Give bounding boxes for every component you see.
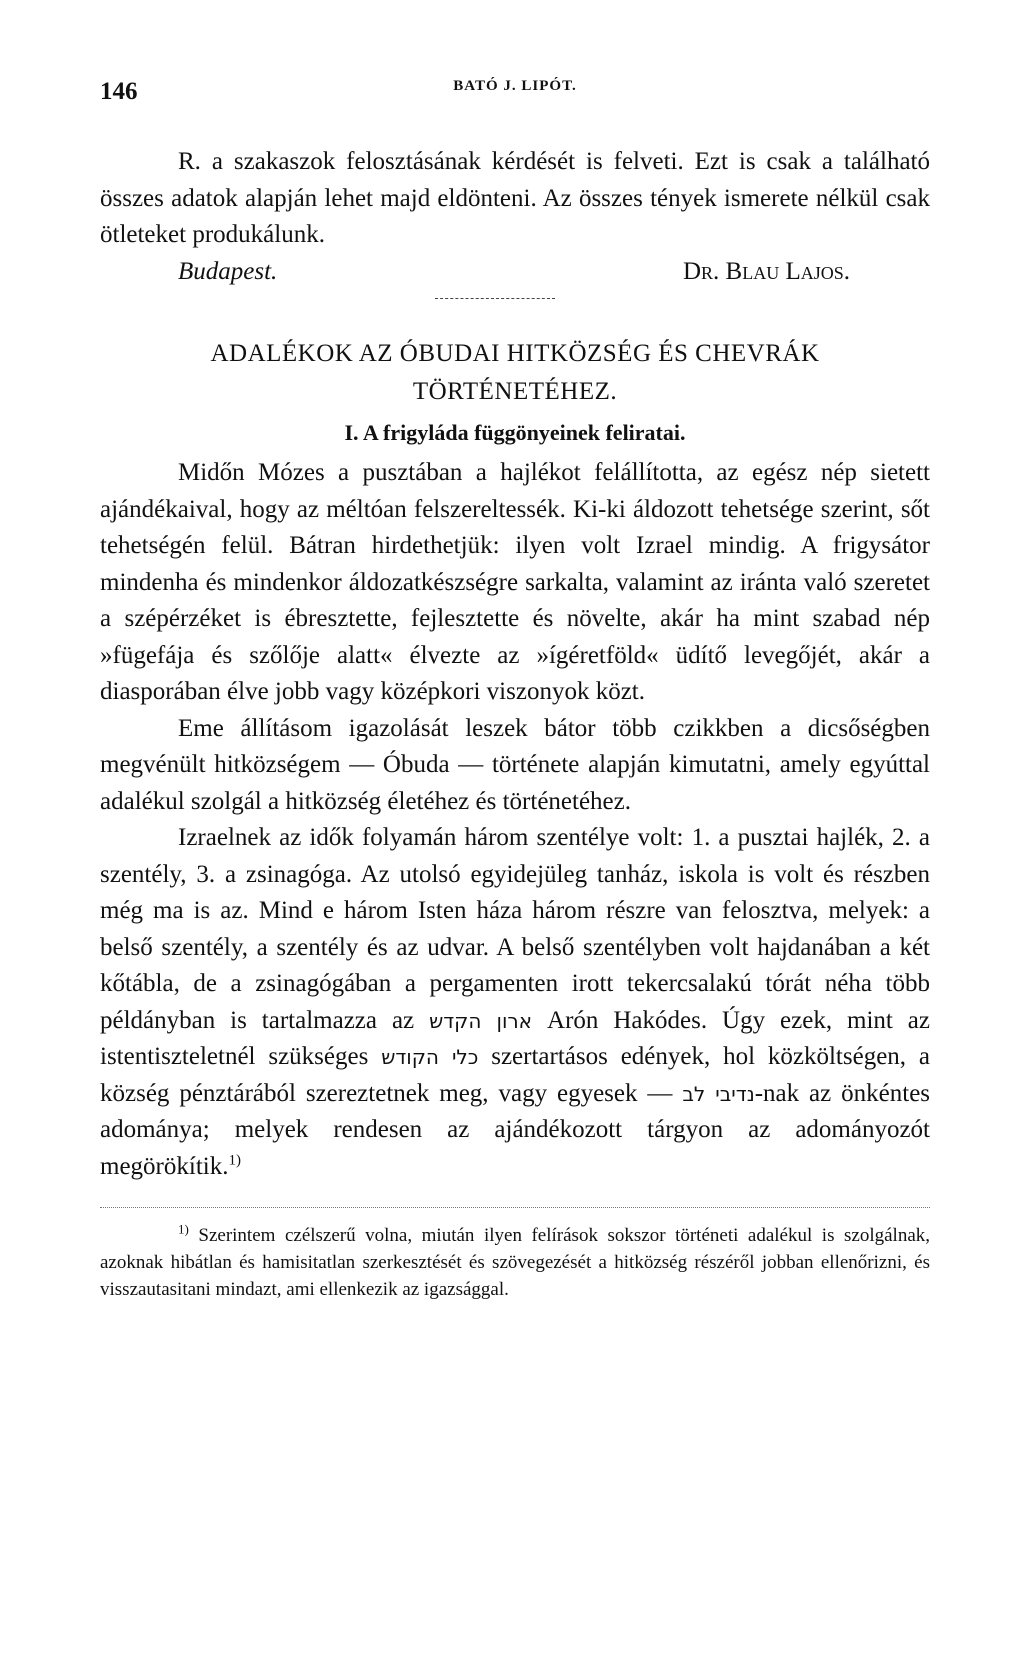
footnote <box>100 1222 930 1303</box>
signature-row <box>100 254 930 291</box>
article-separator <box>435 298 555 299</box>
section-heading: I. A frigyláda függönyeinek feliratai. <box>344 420 686 445</box>
paragraph-3-text-b: Arón Hakódes. Úgy ezek, mint az istentiszteletnél szükséges <box>100 1006 930 1070</box>
paragraph-3-text-a: Izraelnek az idők folyamán három szentélye volt: 1. a pusztai hajlék, 2. a szentély, 3. a zsinagóga. Az utolsó egyidejüleg tanház, iskola is volt és részben még ma is az. Mind e három Isten háza három részre van felosztva, melyek: a belső szentély, a szentély és az udvar. A belső szentélyben volt hajdanában a két kőtábla, de a zsinagógában a pergamenten irott tekercsalakú tórát néha több példányban is tartalmazza az <box>100 824 930 1034</box>
previous-article-closing-paragraph: R. a szakaszok felosztásának kérdését is felveti. Ezt is csak a található összes adatok alapján lehet majd eldönteni. Az összes tények ismerete nélkül csak ötleteket produkálunk. <box>100 148 930 248</box>
book-page <box>100 78 930 1303</box>
footnote-text: Szerintem czélszerű volna, miután ilyen felírások sokszor történeti adalékul is szolgálnak, azoknak hibátlan és hamisitatlan szerkesztését és szövegezését a hitközség részéről jobban ellenőrizni, és visszautasitani mindazt, ami ellenkezik az igazsággal. <box>100 1225 931 1300</box>
paragraph-3-text-c: szertartásos edények, hol közköltségen, a község pénztárából szereztetnek meg, vagy egyesek — <box>100 1043 931 1107</box>
footnote-separator <box>100 1207 930 1208</box>
hebrew-klei-hakodes: כלי הקודש <box>381 1045 479 1069</box>
signature-name: Dr. Blau Lajos. <box>682 257 850 285</box>
page-number: 146 <box>100 78 138 105</box>
body-paragraph-3 <box>100 820 930 1185</box>
body-paragraph-1: Midőn Mózes a pusztában a hajlékot felállította, az egész nép sietett ajándékaival, hogy az méltóan felszereltessék. Ki-ki áldozott tehetsége szerint, sőt tehetségén felül. Bátran hirdethetjük: ilyen volt Izrael mindig. A frigysátor mindenha és mindenkor áldozatkészségre sarkalta, valamint az iránta való szeretet a szépérzéket is ébresztette, fejlesztette és növelte, akár ha mint szabad nép »fügefája és szőlője alatt« élvezte az »ígéretföld« üdítő levegőjét, akár a diasporában élve jobb vagy középkori viszonyok közt. <box>100 459 930 705</box>
article-title-line-2: TÖRTÉNETÉHEZ. <box>412 378 618 405</box>
article-title <box>100 335 930 411</box>
body-paragraph-2: Eme állításom igazolását leszek bátor több czikkben a dicsőségben megvénült hitközségem — Óbuda — története alapján kimutatni, amely egyúttal adalékul szolgál a hitközség életéhez és történetéhez. <box>100 714 930 815</box>
hebrew-nedivei-lev: נדיבי לב <box>682 1081 755 1106</box>
signature-place: Budapest. <box>178 257 278 285</box>
footnote-reference[interactable]: 1) <box>228 1152 241 1169</box>
article-title-line-1: ADALÉKOK AZ ÓBUDAI HITKÖZSÉG ÉS CHEVRÁK <box>210 340 820 367</box>
paragraph-3-text-d: -nak az önkéntes adománya; melyek rendesen az ajándékozott tárgyon az adományozót megörökítik. <box>100 1079 931 1180</box>
running-head <box>100 78 930 118</box>
running-title: BATÓ J. LIPÓT. <box>453 78 577 94</box>
footnote-mark: 1) <box>178 1221 189 1237</box>
hebrew-aron-hakodes: ארון הקדש <box>429 1008 533 1033</box>
